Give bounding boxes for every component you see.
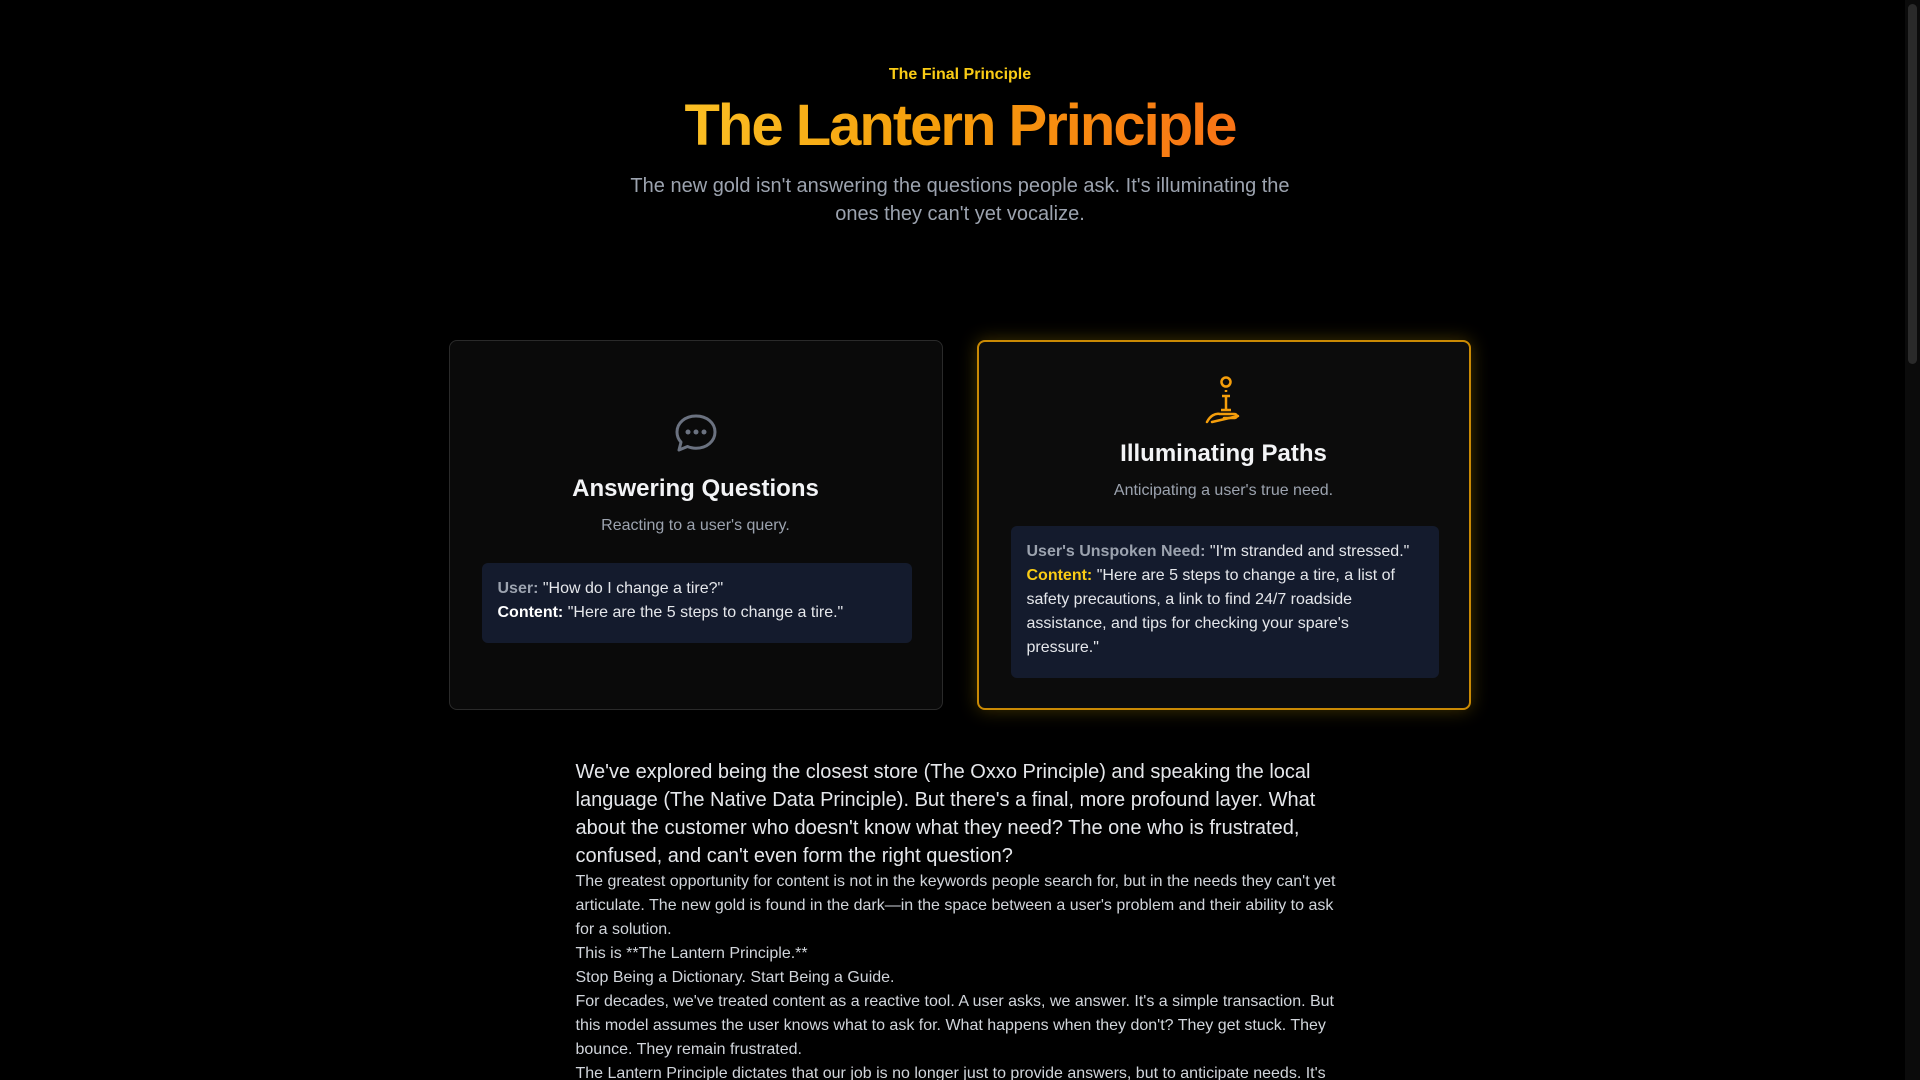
content-label: Content: (1026, 567, 1093, 584)
example-content-line (498, 601, 896, 625)
content-text: "Here are 5 steps to change a tire, a list of safety precautions, a link to find 24/7 roadside assistance, and tips for checking your spare's pressure." (1026, 567, 1395, 656)
scrollbar-thumb[interactable] (1908, 4, 1917, 364)
card-subtitle: Reacting to a user's query. (601, 517, 790, 534)
article-paragraph: The greatest opportunity for content is not in the keywords people search for, but in the needs they can't yet articulate. The new gold is found in the dark—in the space between a user's problem and their ability to ask for a solution. (575, 873, 1336, 938)
article-paragraph: Stop Being a Dictionary. Start Being a Guide. (575, 969, 895, 986)
example-box (482, 563, 912, 643)
lantern-hand-icon (979, 376, 1469, 424)
content-text: "Here are the 5 steps to change a tire." (563, 604, 844, 621)
page-title (8, 92, 1913, 160)
user-text: "I'm stranded and stressed." (1205, 543, 1410, 560)
card-title: Illuminating Paths (1120, 440, 1327, 467)
vertical-scrollbar[interactable] (1905, 0, 1920, 1080)
card-answering-questions (449, 340, 943, 710)
article-paragraph: For decades, we've treated content as a reactive tool. A user asks, we answer. It's a simple transaction. But this model assumes the user knows what to ask for. What happens when they don't? They get stuck. They bounce. They remain frustrated. (575, 993, 1334, 1058)
article-body (576, 758, 1346, 1080)
article-lead: We've explored being the closest store (The Oxxo Principle) and speaking the local language (The Native Data Principle). But there's a final, more profound layer. What about the customer who doesn't know what they need? The one who is frustrated, confused, and can't even form the right question? (575, 761, 1316, 867)
example-content-line (1027, 564, 1423, 660)
chat-bubble-icon (450, 413, 942, 453)
example-user-line (498, 577, 896, 601)
card-illuminating-paths (977, 340, 1471, 710)
user-text: "How do I change a tire?" (538, 580, 724, 597)
user-label: User's Unspoken Need: (1026, 543, 1206, 560)
content-label: Content: (497, 604, 564, 621)
card-title: Answering Questions (572, 475, 819, 502)
page (8, 0, 1913, 1080)
article-paragraph: The Lantern Principle dictates that our job is no longer just to provide answers, but to anticipate needs. It's (575, 1065, 1326, 1080)
article-paragraph: This is **The Lantern Principle.** (575, 945, 808, 962)
page-title-text: The Lantern Principle (684, 93, 1236, 158)
page-subtitle: The new gold isn't answering the questions people ask. It's illuminating the ones they can't yet vocalize. (630, 175, 1290, 225)
eyebrow-label: The Final Principle (888, 66, 1032, 83)
card-subtitle: Anticipating a user's true need. (1113, 482, 1334, 499)
example-user-line (1027, 540, 1423, 564)
example-box (1011, 526, 1439, 678)
user-label: User: (497, 580, 539, 597)
